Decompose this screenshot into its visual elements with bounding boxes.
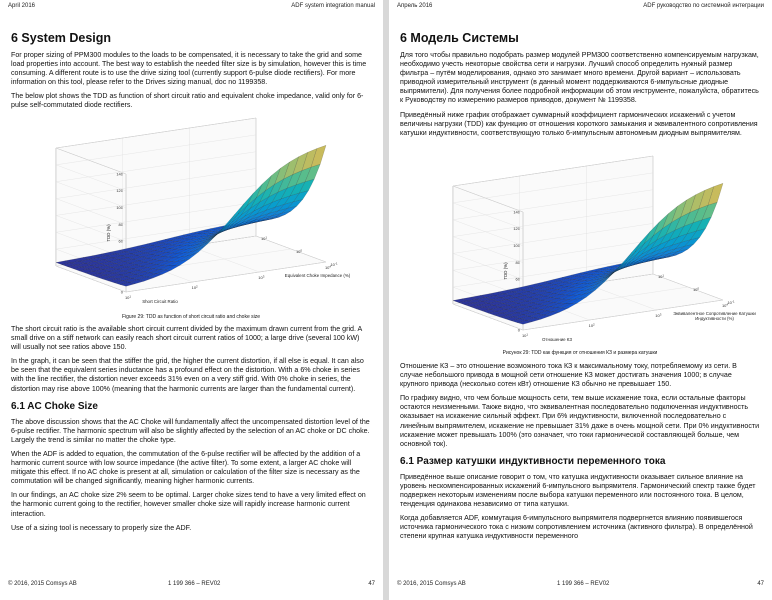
y-axis-label: Equivalent Choke Impedance (%) (284, 272, 351, 278)
paragraph: For proper sizing of PPM300 modules to the loads to be compensated, it is necessary to take the grid and some load properties into account. The best way to establish the needed filter size is by simulation, however this is time consuming. A different route is to use the drive sizing tool (currently support 6-pulse diode rectifiers). For more information on this tool, please refer to the Drives sizing manual, doc no 1199358. (11, 51, 367, 87)
subsection-heading: 6.1 AC Choke Size (11, 400, 98, 412)
subsection-heading: 6.1 Размер катушки индуктивности переменного тока (400, 455, 666, 467)
paragraph: Use of a sizing tool is necessary to properly size the ADF. (11, 523, 192, 532)
page-number: 47 (757, 581, 764, 587)
header-title: ADF system integration manual (291, 3, 375, 9)
x-axis-label: Отношение КЗ (542, 337, 572, 342)
x-tick-label: $10^1$ (521, 332, 529, 338)
chart-area (56, 118, 351, 304)
z-tick-label: 140 (116, 171, 123, 177)
x-tick-label: $10^2$ (191, 284, 198, 290)
figure-caption: Figure 29: TDD as function of short circuit ratio and choke size (121, 314, 261, 320)
x-axis-label: Short Circuit Ratio (142, 299, 178, 304)
paragraph: Приведённое выше описание говорит о том, что катушка индуктивности оказывает сильное влияние на уровень нескомпенсированных искажений 6-импульсного выпрямителя. Гармонический спектр также будет подвержен некоторым изменениям после выбора катушки переменного или постоянного тока. В целом, тенденция одинакова независимо от типа катушки. (400, 472, 756, 509)
y-tick-label: $10^0$ (295, 248, 303, 254)
z-tick-label: 140 (513, 209, 520, 215)
header-date: Апрель 2016 (397, 3, 433, 9)
paragraph: Когда добавляется ADF, коммутация 6-импульсного выпрямителя подвергнется влиянию появившегося источника гармонического тока с низким сопротивлением источника (активного фильтра). В определённой степени крупная катушка индуктивности переменного (400, 514, 753, 541)
z-tick-label: 120 (116, 188, 123, 194)
z-tick-label: 100 (116, 205, 123, 211)
y-tick-label: $10^{-1}$ (330, 261, 338, 267)
footer-copyright: © 2016, 2015 Comsys AB (8, 581, 77, 587)
paragraph: When the ADF is added to equation, the commutation of the 6-pulse rectifier will be affected by the addition of a harmonic current source with low source impedance (the active filter). To some extent, a larger AC choke will mitigate this effect. If no AC choke is present at all, simulation or calculation of the filter size is necessary as the commutation will be changed significantly, meaning higher harmonic currents. (11, 449, 361, 486)
y-tick-label: $10^0$ (692, 286, 700, 292)
header-date: April 2016 (8, 3, 36, 9)
z-tick-label: 60 (118, 238, 123, 244)
x-tick-label: $10^2$ (588, 322, 595, 328)
footer-copyright: © 2016, 2015 Comsys AB (397, 581, 466, 587)
section-intro (11, 31, 371, 116)
z-tick-label: 80 (515, 259, 520, 265)
z-tick-label: 120 (513, 226, 520, 232)
page-footer (8, 581, 375, 590)
z-axis-label: TDD (%) (106, 224, 111, 242)
y-tick-label: $10^{-1}$ (727, 299, 735, 305)
z-tick-label: 80 (118, 221, 123, 227)
page-header (397, 3, 764, 12)
paragraph: In the graph, it can be seen that the stiffer the grid, the higher the current distortion, if all else is equal. It can also be seen that the equivalent series inductance has a profound effect on the distortion. With a 6% choke in series with the line rectifier, the distortion never exceeds 31% even on a very stiff grid. With 0% choke in series, the distortion may rise above 100% (meaning that the harmonic currents are larger than the fundamental current). (11, 357, 364, 393)
page-header (8, 3, 375, 12)
z-tick-label: 100 (513, 243, 520, 249)
tdd-surface-chart (28, 142, 351, 314)
chart-area (453, 156, 756, 342)
paragraph: The short circuit ratio is the available short circuit current divided by the maximum drawn current from the grid. A small drive on a stiff network can easily reach short circuit current ratios of 1000; a large drive (several 100 kW) will usually not see ratios above 150. (11, 325, 362, 352)
x-tick-label: $10^3$ (258, 274, 265, 280)
paragraph: Приведённый ниже график отображает суммарный коэффициент гармонических искажений с учетом величины нагрузки (TDD) как функцию от отношения короткого замыкания и эквивалентного сопротивления катушки индуктивности, соответствующую только 6-импульсным автономным диодным выпрямителям. (400, 110, 758, 137)
tdd-surface-chart (425, 180, 756, 348)
figure-caption: Рисунок 29: TDD как функция от отношения КЗ и размера катушки (502, 350, 658, 356)
z-tick-label: 60 (515, 276, 520, 282)
right-page (389, 0, 772, 600)
header-title: ADF руководство по системной интеграции (643, 3, 764, 9)
footer-doc-number: 1 199 366 – REV02 (557, 581, 610, 587)
x-tick-label: $10^1$ (124, 294, 132, 300)
y-axis-label: Эквивалентное Сопротивление Катушки Индуктивности (%) (673, 310, 756, 321)
paragraph: Для того чтобы правильно подобрать размер модулей PPM300 соответственно компенсируемым нагрузкам, необходимо учесть некоторые свойства сети и нагрузки. Лучший способ определить нужный размер фильтра – путём моделирования, однако это занимает много времени. Другой вариант – использовать приводной измерительный инструмент (в данный момент поддерживаются 6-импульсные диодные выпрямители). Для получения более подробной информации об этом инструменте, пожалуйста, обратитесь к Руководству по измерению размеров приводов, документ № 1199358. (400, 51, 759, 105)
y-tick-label: $10^1$ (260, 235, 268, 241)
section-body (400, 362, 760, 547)
x-tick-label: $10^4$ (721, 302, 729, 308)
paragraph: По графику видно, что чем больше мощность сети, тем выше искажение тока, если остальные факторы остаются неизменными. Также видно, что эквивалентная последовательно подключенная индуктивность оказывает на искажение сильный эффект. При 6% индуктивности, включенной последовательно с линейным выпрямителем, искажение не превышает 31% даже в очень мощной сети. При 0% индуктивности искажение может превышать 100% (это означает, что токи гармонической составляющей больше, чем основной ток). (400, 394, 760, 448)
paragraph: Отношение КЗ – это отношение возможного тока КЗ к максимальному току, потребляемому из сети. В случае небольшого привода в мощной сети отношение КЗ может достигать значения 1000; в случае крупного привода (несколько сотен кВт) отношение КЗ обычно не превышает 150. (400, 362, 737, 389)
x-tick-label: $10^3$ (655, 312, 662, 318)
z-tick-label: 0 (120, 289, 123, 295)
page-footer (397, 581, 764, 590)
section-heading: 6 System Design (11, 31, 112, 45)
section-heading: 6 Модель Системы (400, 31, 519, 45)
paragraph: The below plot shows the TDD as function of short circuit ratio and equivalent choke impedance, valid only for 6-pulse self-commutated diode rectifiers. (11, 92, 364, 110)
z-axis-label: TDD (%) (503, 262, 508, 280)
z-tick-label: 0 (517, 327, 520, 333)
footer-doc-number: 1 199 366 – REV02 (168, 581, 221, 587)
section-intro (400, 31, 760, 143)
page-number: 47 (368, 581, 375, 587)
x-tick-label: $10^4$ (324, 264, 332, 270)
y-tick-label: $10^1$ (657, 273, 665, 279)
left-page (0, 0, 383, 600)
section-body (11, 325, 371, 538)
paragraph: The above discussion shows that the AC Choke will fundamentally affect the uncompensated distortion level of the 6-pulse rectifier. The harmonic spectrum will also be slightly affected by the selection of an AC choke or DC choke. Largely the trend is similar no matter the choke type. (11, 417, 370, 444)
paragraph: In our findings, an AC choke size 2% seem to be optimal. Larger choke sizes tend to have a very limited effect on the harmonic current going to the rectifier, however smaller choke size will rapidly increase harmonic current interaction. (11, 491, 366, 518)
